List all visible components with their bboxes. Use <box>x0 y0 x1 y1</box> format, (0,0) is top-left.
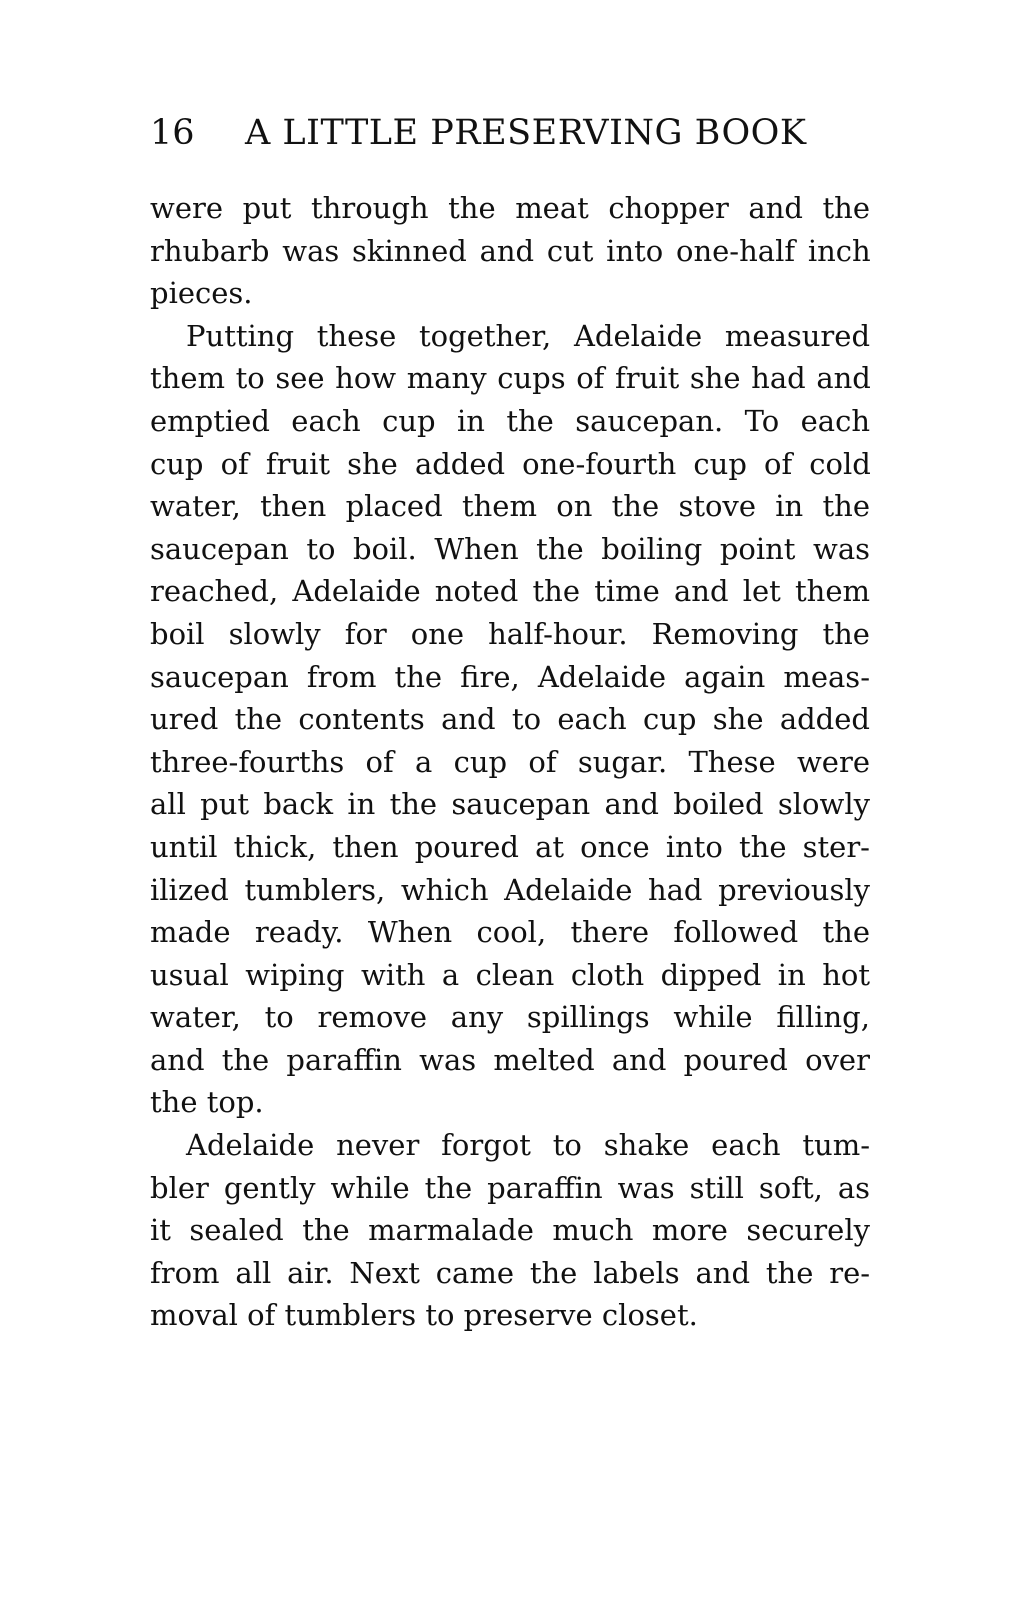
text-line: reached, Adelaide noted the time and let them <box>150 574 870 609</box>
text-line: them to see how many cups of fruit she had and <box>150 361 871 396</box>
text-line: rhubarb was skinned and cut into one-half inch <box>150 233 871 268</box>
text-line: bler gently while the paraffin was still soft, as <box>150 1170 870 1205</box>
text-line: water, then placed them on the stove in the <box>150 489 870 524</box>
running-head <box>150 108 870 158</box>
text-line: moval of tumblers to preserve closet. <box>150 1298 698 1333</box>
text-line: ured the contents and to each cup she added <box>150 702 870 737</box>
text-line: made ready. When cool, there followed the <box>150 915 870 950</box>
text-line: it sealed the marmalade much more securely <box>150 1213 870 1248</box>
text-line: Putting these together, Adelaide measured <box>186 318 871 353</box>
text-line: usual wiping with a clean cloth dipped in hot <box>150 957 871 992</box>
text-line: and the paraffin was melted and poured over <box>150 1042 870 1077</box>
paragraph <box>150 1124 870 1337</box>
text-line: pieces. <box>150 276 253 311</box>
text-line: saucepan to boil. When the boiling point was <box>150 531 870 566</box>
text-line: emptied each cup in the saucepan. To each <box>150 403 870 438</box>
paragraph <box>150 315 870 1124</box>
text-line: Adelaide never forgot to shake each tum- <box>186 1128 871 1163</box>
text-line: all put back in the saucepan and boiled slowly <box>150 787 870 822</box>
text-line: the top. <box>150 1085 264 1120</box>
text-line: three-fourths of a cup of sugar. These were <box>150 744 870 779</box>
text-line: boil slowly for one half-hour. Removing the <box>150 616 870 651</box>
text-line: were put through the meat chopper and the <box>150 191 870 225</box>
text-line: saucepan from the fire, Adelaide again meas- <box>150 659 870 694</box>
text-line: cup of fruit she added one-fourth cup of cold <box>150 446 871 481</box>
paragraph <box>150 187 870 315</box>
body-text <box>150 187 870 1337</box>
text-line: from all air. Next came the labels and the re- <box>150 1255 871 1290</box>
page-number: 16 <box>150 113 195 153</box>
text-line: until thick, then poured at once into the ster- <box>150 829 870 864</box>
text-line: water, to remove any spillings while filling, <box>150 1000 870 1035</box>
text-line: ilized tumblers, which Adelaide had previously <box>150 872 871 907</box>
book-title: A LITTLE PRESERVING BOOK <box>245 113 807 153</box>
